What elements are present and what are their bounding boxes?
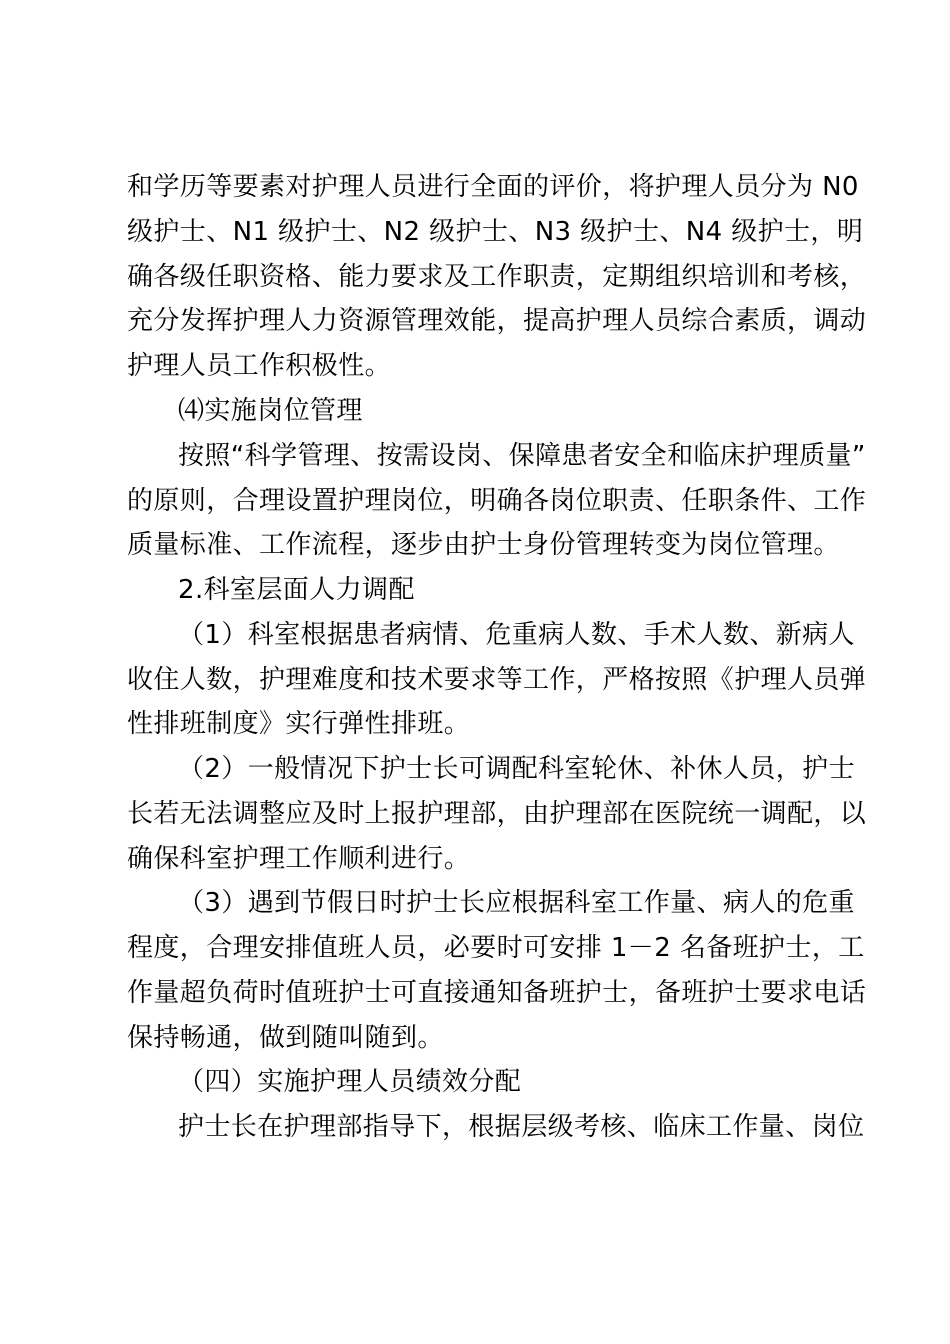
text-line: 护理人员工作积极性。 — [127, 351, 392, 381]
text-line: 程度，合理安排值班人员，必要时可安排 1－2 名备班护士，工 — [127, 933, 865, 963]
text-line: 质量标准、工作流程，逐步由护士身份管理转变为岗位管理。 — [127, 530, 840, 560]
text-line: 充分发挥护理人力资源管理效能，提高护理人员综合素质，调动 — [127, 306, 867, 336]
text-line: 护士长在护理部指导下，根据层级考核、临床工作量、岗位 — [178, 1112, 865, 1142]
text-line: （1）科室根据患者病情、危重病人数、手术人数、新病人 — [178, 620, 855, 650]
section-heading: （四）实施护理人员绩效分配 — [178, 1067, 522, 1097]
text-line: 长若无法调整应及时上报护理部，由护理部在医院统一调配，以 — [127, 799, 867, 829]
section-heading: 2.科室层面人力调配 — [178, 575, 415, 605]
text-line: 级护士、N1 级护士、N2 级护士、N3 级护士、N4 级护士，明 — [127, 217, 864, 247]
text-line: 收住人数，护理难度和技术要求等工作，严格按照《护理人员弹 — [127, 665, 867, 695]
section-heading: ⑷实施岗位管理 — [178, 396, 363, 426]
text-line: 性排班制度》实行弹性排班。 — [127, 709, 471, 739]
text-line: 按照“科学管理、按需设岗、保障患者安全和临床护理质量” — [178, 441, 866, 471]
text-line: （3）遇到节假日时护士长应根据科室工作量、病人的危重 — [178, 888, 855, 918]
text-line: 保持畅通，做到随叫随到。 — [127, 1023, 444, 1053]
text-line: 确各级任职资格、能力要求及工作职责，定期组织培训和考核， — [127, 262, 867, 292]
text-line: 作量超负荷时值班护士可直接通知备班护士，备班护士要求电话 — [127, 978, 867, 1008]
text-line: 的原则，合理设置护理岗位，明确各岗位职责、任职条件、工作 — [127, 486, 867, 516]
text-line: （2）一般情况下护士长可调配科室轮休、补休人员，护士 — [178, 754, 855, 784]
text-line: 确保科室护理工作顺利进行。 — [127, 844, 471, 874]
text-line: 和学历等要素对护理人员进行全面的评价，将护理人员分为 N0 — [127, 172, 859, 202]
